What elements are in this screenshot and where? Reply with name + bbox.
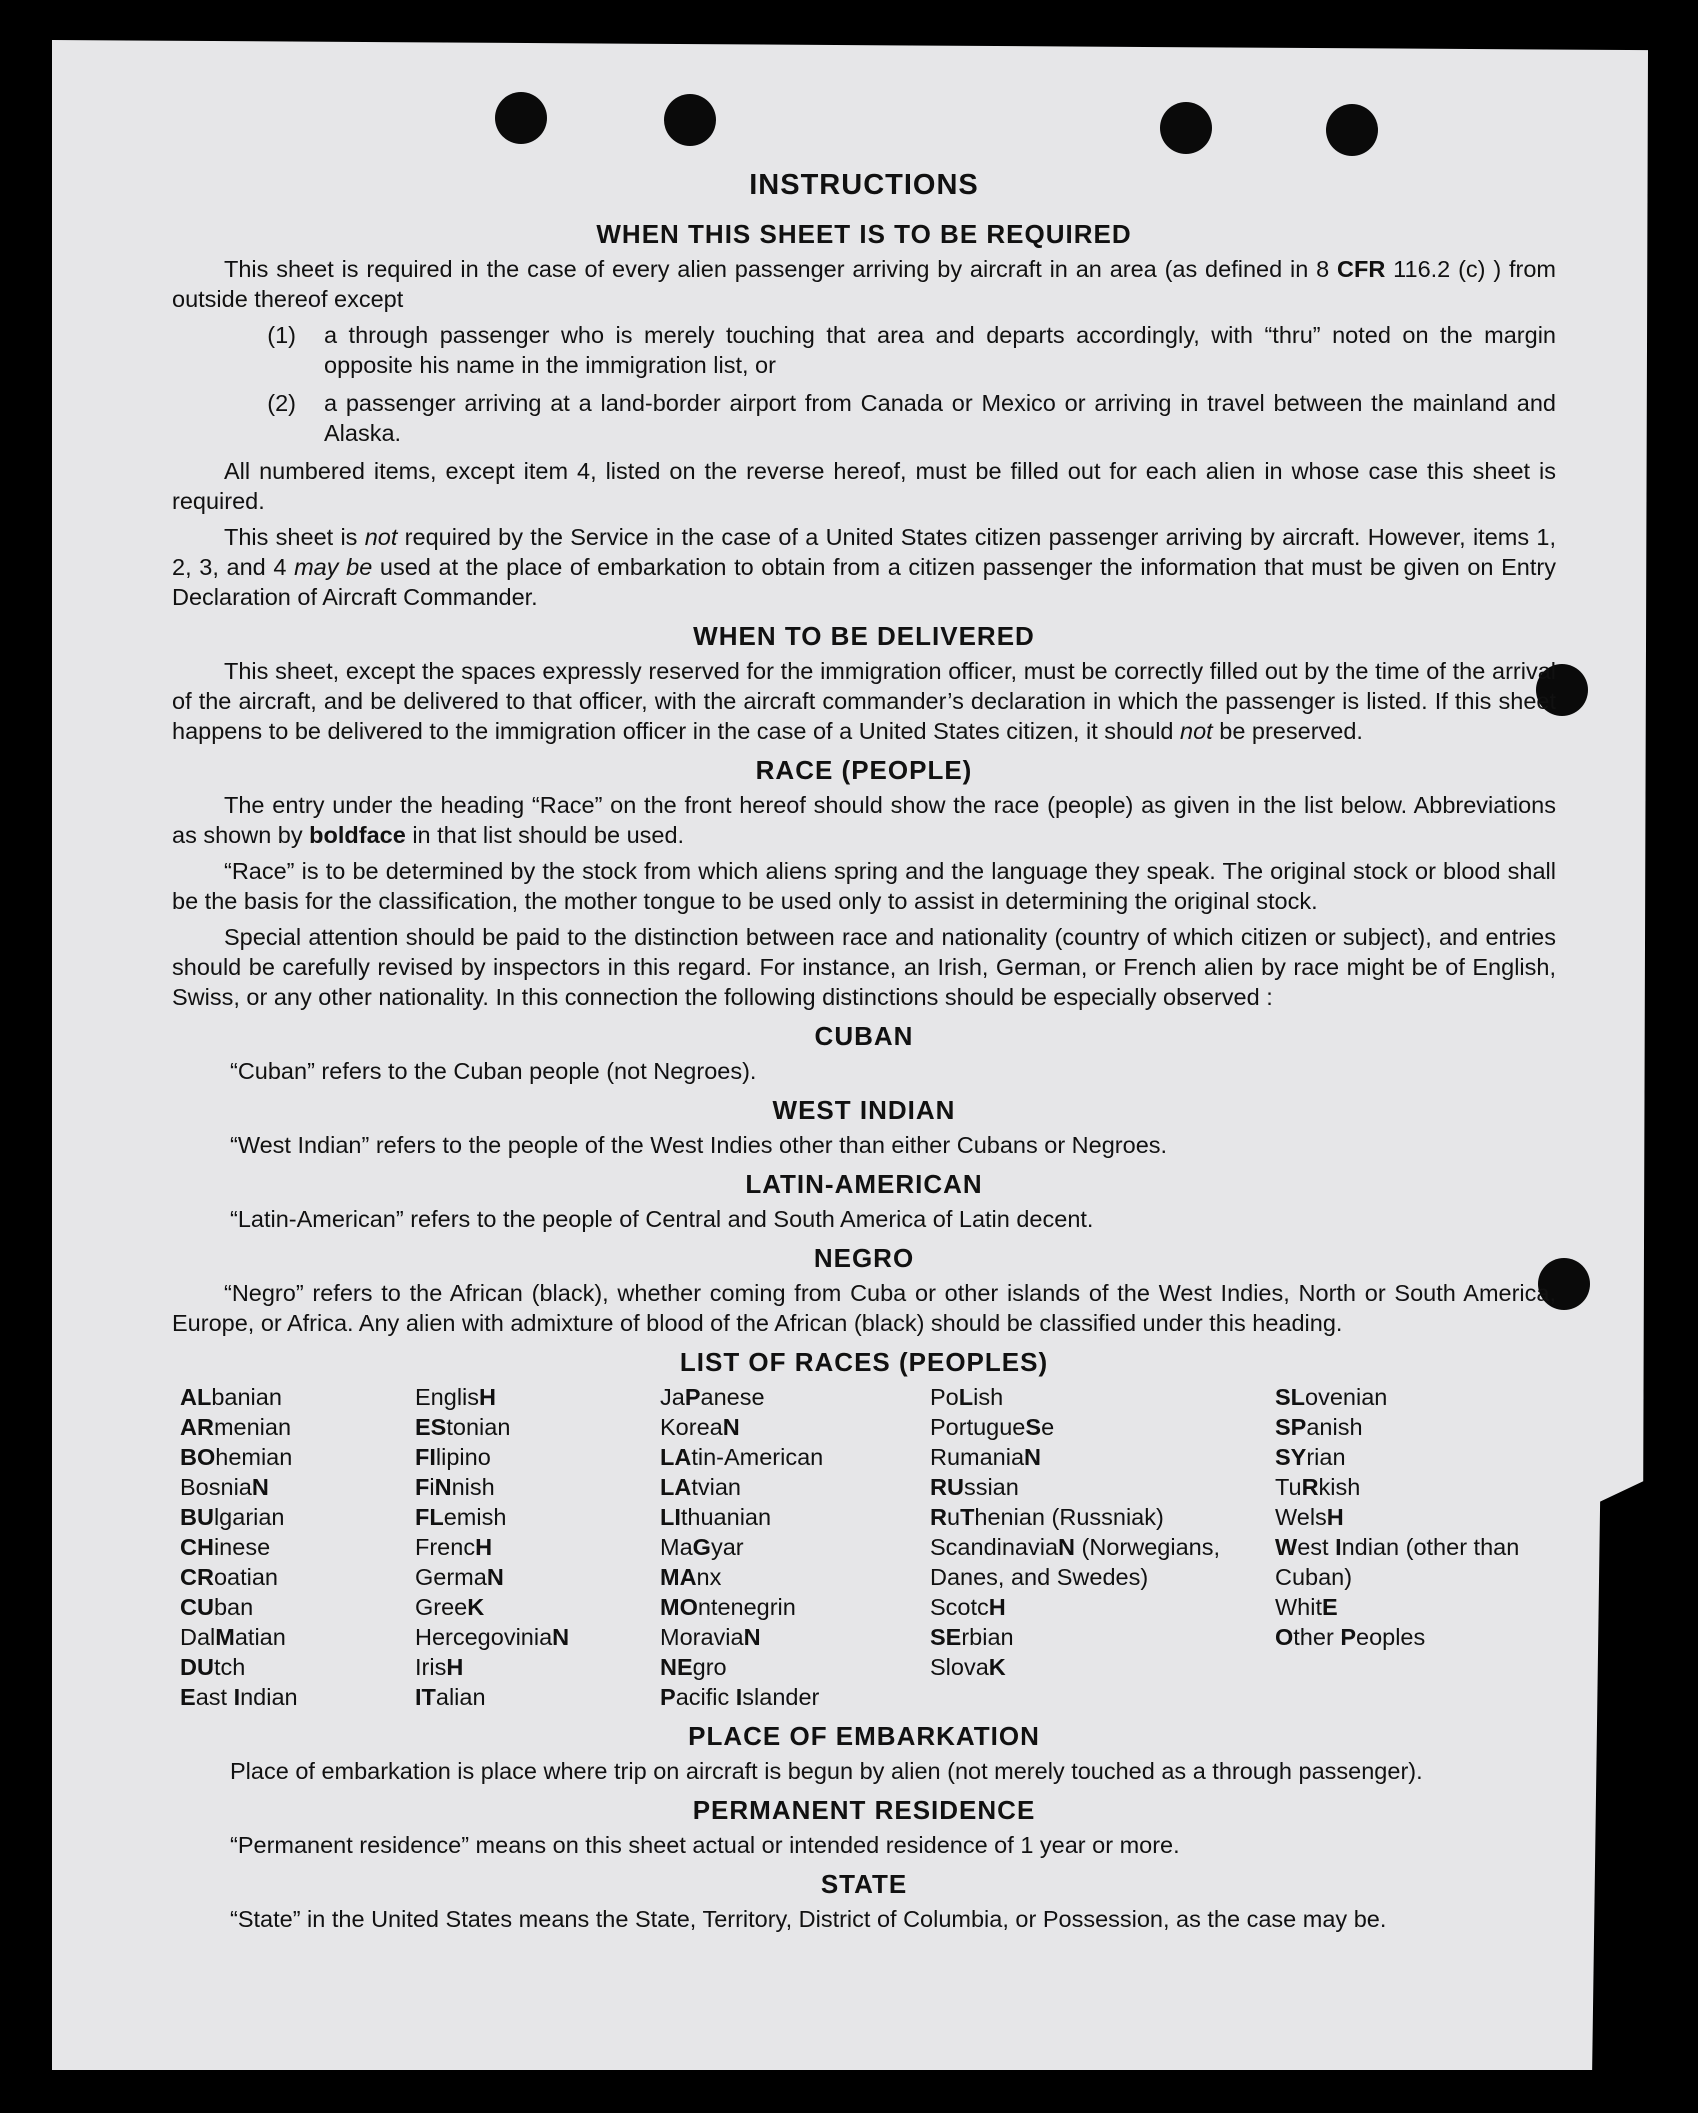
item-number: (2): [267, 390, 296, 416]
race-entry: SLovenian: [1275, 1384, 1388, 1410]
paragraph: This sheet is required in the case of every alien passenger arriving by aircraft in an area (as defined in 8 CFR 116.2 (c) ) from outside thereof except: [172, 256, 1556, 312]
race-entry: ScotcH: [930, 1594, 1006, 1620]
race-entry: BUlgarian: [180, 1504, 285, 1530]
race-entry: LAtvian: [660, 1474, 741, 1500]
item-text: a through passenger who is merely touching that area and departs accordingly, with “thru” noted on the margin opposite his name in the immigration list, or: [324, 322, 1556, 378]
punch-hole: [1326, 104, 1378, 156]
race-entry: MAnx: [660, 1564, 722, 1590]
race-entry: BosniaN: [180, 1474, 269, 1500]
definition-text: “State” in the United States means the State, Territory, District of Columbia, or Possession, as the case may be.: [230, 1906, 1387, 1932]
race-entry: FrencH: [415, 1534, 493, 1560]
paragraph: This sheet, except the spaces expressly reserved for the immigration officer, must be correctly filled out by the time of the arrival of the aircraft, and be delivered to that officer, with the aircraft commander’s declaration in which the passenger is listed. If this sheet happens to be delivered to the immigration officer in the case of a United States citizen, it should not be preserved.: [172, 658, 1556, 744]
section-heading: WEST INDIAN: [772, 1095, 956, 1125]
race-entry: ITalian: [415, 1684, 486, 1710]
race-entry: DalMatian: [180, 1624, 286, 1650]
race-entry: WelsH: [1275, 1504, 1344, 1530]
race-entry: CHinese: [180, 1534, 271, 1560]
instructions-content: [172, 170, 1556, 1940]
paragraph: Special attention should be paid to the distinction between race and nationality (country of which citizen or subject), and entries should be carefully revised by inspectors in this regard. For instance, an Irish, German, or French alien by race might be of English, Swiss, or any other nationality. In this connection the following distinctions should be especially observed :: [172, 924, 1556, 1010]
race-entry: East Indian: [180, 1684, 298, 1710]
paragraph: All numbered items, except item 4, listed on the reverse hereof, must be filled out for each alien in whose case this sheet is required.: [172, 458, 1556, 514]
race-entry: ARmenian: [180, 1414, 292, 1440]
race-entry: MaGyar: [660, 1534, 744, 1560]
race-entry: West Indian (other than Cuban): [1275, 1534, 1520, 1590]
item-number: (1): [267, 322, 296, 348]
race-entry: CRoatian: [180, 1564, 278, 1590]
race-entry: SlovaK: [930, 1654, 1006, 1680]
race-entry: RumaniaN: [930, 1444, 1042, 1470]
race-entry: EStonian: [415, 1414, 511, 1440]
paragraph: The entry under the heading “Race” on the front hereof should show the race (people) as given in the list below. Abbreviations as shown by boldface in that list should be used.: [172, 792, 1556, 848]
race-entry: SYrian: [1275, 1444, 1346, 1470]
race-entry: MOntenegrin: [660, 1594, 796, 1620]
section-heading: LIST OF RACES (PEOPLES): [679, 1347, 1049, 1377]
race-entry: FLemish: [415, 1504, 507, 1530]
exception-item: [172, 320, 1556, 380]
definition-text: “Latin-American” refers to the people of Central and South America of Latin decent.: [230, 1206, 1094, 1232]
race-entry: JaPanese: [660, 1384, 765, 1410]
punch-hole: [495, 92, 547, 144]
section-heading: PLACE OF EMBARKATION: [688, 1721, 1040, 1751]
race-column: [660, 1382, 930, 1712]
definition-text: Place of embarkation is place where trip on aircraft is begun by alien (not merely touched as a through passenger).: [230, 1758, 1423, 1784]
definition-text: “Cuban” refers to the Cuban people (not Negroes).: [230, 1058, 757, 1084]
punch-hole: [1160, 102, 1212, 154]
race-entry: FiNnish: [415, 1474, 495, 1500]
section-heading: WHEN TO BE DELIVERED: [693, 621, 1035, 651]
item-text: a passenger arriving at a land-border airport from Canada or Mexico or arriving in travel between the mainland and Alaska.: [324, 390, 1556, 446]
exception-item: [172, 388, 1556, 448]
section-heading: RACE (PEOPLE): [755, 755, 973, 785]
race-entry: MoraviaN: [660, 1624, 761, 1650]
section-heading: PERMANENT RESIDENCE: [692, 1795, 1036, 1825]
race-column: [1275, 1382, 1555, 1712]
race-column: [180, 1382, 415, 1712]
race-entry: IrisH: [415, 1654, 464, 1680]
race-entry: ScandinaviaN (Norwegians, Danes, and Swedes): [930, 1534, 1221, 1590]
race-entry: GermaN: [415, 1564, 504, 1590]
race-entry: RUssian: [930, 1474, 1019, 1500]
race-entry: WhitE: [1275, 1594, 1338, 1620]
race-entry: TuRkish: [1275, 1474, 1361, 1500]
race-entry: ALbanian: [180, 1384, 282, 1410]
section-heading: LATIN-AMERICAN: [745, 1169, 983, 1199]
race-entry: Pacific Islander: [660, 1684, 820, 1710]
race-column: [930, 1382, 1275, 1712]
definition-text: “West Indian” refers to the people of the West Indies other than either Cubans or Negroes.: [230, 1132, 1168, 1158]
race-entry: EnglisH: [415, 1384, 496, 1410]
paragraph: “Race” is to be determined by the stock from which aliens spring and the language they speak. The original stock or blood shall be the basis for the classification, the mother tongue to be used only to assist in determining the original stock.: [172, 858, 1556, 914]
race-entry: SPanish: [1275, 1414, 1363, 1440]
definition-text: “Negro” refers to the African (black), whether coming from Cuba or other islands of the West Indies, North or South America, Europe, or Africa. Any alien with admixture of blood of the African (black) should be classified under this heading.: [172, 1280, 1556, 1336]
section-heading: NEGRO: [813, 1243, 915, 1273]
paragraph: This sheet is not required by the Service in the case of a United States citizen passenger arriving by aircraft. However, items 1, 2, 3, and 4 may be used at the place of embarkation to obtain from a citizen passenger the information that must be given on Entry Declaration of Aircraft Commander.: [172, 524, 1556, 610]
race-entry: PortugueSe: [930, 1414, 1055, 1440]
race-entry: BOhemian: [180, 1444, 293, 1470]
race-entry: NEgro: [660, 1654, 727, 1680]
race-entry: DUtch: [180, 1654, 246, 1680]
definition-text: “Permanent residence” means on this sheet actual or intended residence of 1 year or more.: [230, 1832, 1180, 1858]
race-entry: KoreaN: [660, 1414, 740, 1440]
race-entry: SErbian: [930, 1624, 1014, 1650]
race-entry: RuThenian (Russniak): [930, 1504, 1164, 1530]
punch-hole: [664, 94, 716, 146]
race-entry: HercegoviniaN: [415, 1624, 570, 1650]
race-list: [180, 1382, 1556, 1712]
race-entry: Other Peoples: [1275, 1624, 1426, 1650]
race-entry: CUban: [180, 1594, 254, 1620]
race-entry: PoLish: [930, 1384, 1004, 1410]
race-entry: LAtin-American: [660, 1444, 824, 1470]
race-column: [415, 1382, 660, 1712]
section-heading: WHEN THIS SHEET IS TO BE REQUIRED: [596, 219, 1132, 249]
section-heading: STATE: [820, 1869, 908, 1899]
race-entry: FIlipino: [415, 1444, 491, 1470]
race-entry: GreeK: [415, 1594, 485, 1620]
race-entry: LIthuanian: [660, 1504, 772, 1530]
section-heading: CUBAN: [814, 1021, 914, 1051]
page-title: INSTRUCTIONS: [749, 169, 979, 201]
